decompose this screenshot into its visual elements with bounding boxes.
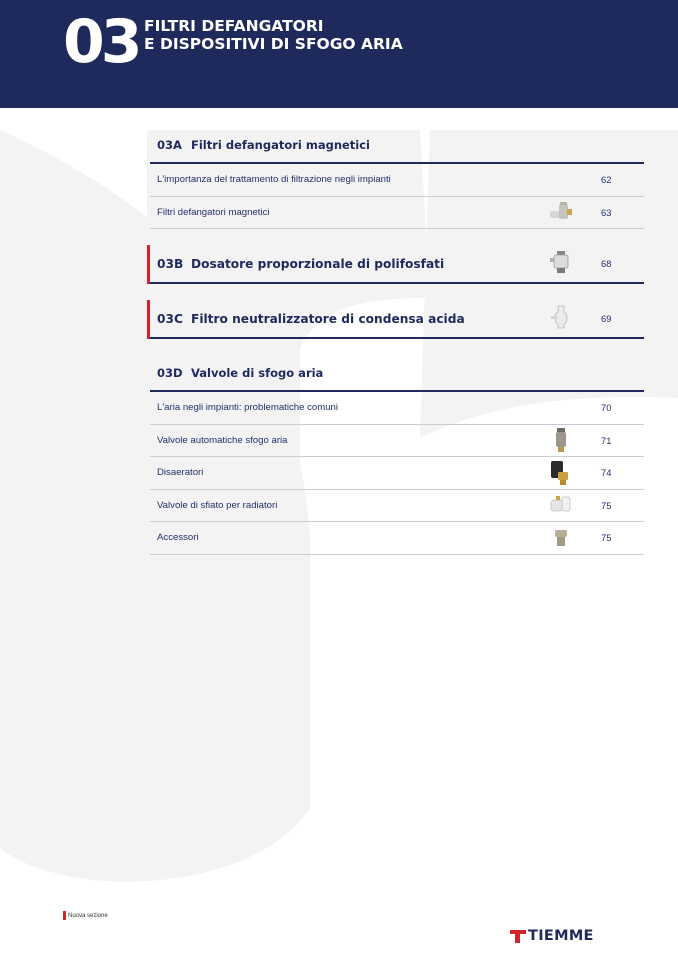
toc-row-page: 71 — [601, 434, 612, 446]
table-of-contents — [150, 127, 644, 555]
toc-row-page: 70 — [601, 402, 612, 414]
section-03c-code: 03C — [157, 311, 183, 326]
section-03d-code: 03D — [157, 365, 183, 380]
section-03d-title: Valvole di sfogo aria — [191, 365, 324, 380]
toc-row-page: 74 — [601, 467, 612, 479]
toc-row[interactable] — [150, 457, 644, 490]
section-03b-page: 68 — [601, 258, 612, 269]
condensate-neutralizer-icon — [548, 304, 574, 330]
toc-row[interactable] — [150, 392, 644, 425]
section-03c-title: Filtro neutralizzatore di condensa acida — [191, 311, 465, 326]
toc-row[interactable] — [150, 522, 644, 555]
section-03d-heading[interactable] — [150, 355, 644, 392]
toc-row[interactable] — [150, 197, 644, 230]
section-title-line-1: FILTRI DEFANGATORI — [144, 17, 324, 35]
brand-logo — [510, 928, 594, 944]
toc-row-label: L'aria negli impianti: problematiche comuni — [157, 402, 339, 414]
section-03c-heading[interactable] — [150, 300, 644, 339]
tiemme-logo-icon — [510, 930, 526, 943]
polyphosphate-doser-icon — [548, 249, 574, 275]
section-03a-heading[interactable] — [150, 127, 644, 164]
toc-row-page: 75 — [601, 499, 612, 511]
toc-row[interactable] — [150, 164, 644, 197]
toc-row-label: Accessori — [157, 532, 199, 544]
brand-name: TIEMME — [528, 928, 594, 944]
section-03c-page: 69 — [601, 313, 612, 324]
toc-row-page: 75 — [601, 532, 612, 544]
air-vent-valve-icon — [548, 427, 574, 453]
toc-row[interactable] — [150, 490, 644, 523]
radiator-vent-icon — [548, 492, 574, 518]
toc-row-page: 62 — [601, 174, 612, 186]
section-03b-title: Dosatore proporzionale di polifosfati — [191, 256, 445, 271]
deaerator-icon — [548, 460, 574, 486]
section-number: 03 — [63, 7, 139, 77]
section-title — [144, 17, 403, 53]
accessory-fitting-icon — [548, 525, 574, 551]
section-03a-title: Filtri defangatori magnetici — [191, 137, 371, 152]
toc-row-label: Disaeratori — [157, 467, 204, 479]
magnetic-filter-icon — [548, 199, 574, 225]
new-section-label: Nuova sezione — [68, 912, 108, 919]
toc-row-label: Filtri defangatori magnetici — [157, 206, 270, 218]
section-03b-code: 03B — [157, 256, 184, 271]
toc-row-label: Valvole automatiche sfogo aria — [157, 434, 288, 446]
toc-row-label: L'importanza del trattamento di filtrazione negli impianti — [157, 174, 391, 186]
section-header — [0, 0, 678, 108]
section-03b-heading[interactable] — [150, 245, 644, 284]
new-section-marker — [63, 911, 66, 920]
toc-row-label: Valvole di sfiato per radiatori — [157, 499, 278, 511]
section-03a-code: 03A — [157, 137, 182, 152]
section-title-line-2: E DISPOSITIVI DI SFOGO ARIA — [144, 35, 403, 53]
new-section-legend — [63, 911, 108, 920]
toc-row[interactable] — [150, 425, 644, 458]
toc-row-page: 63 — [601, 206, 612, 218]
